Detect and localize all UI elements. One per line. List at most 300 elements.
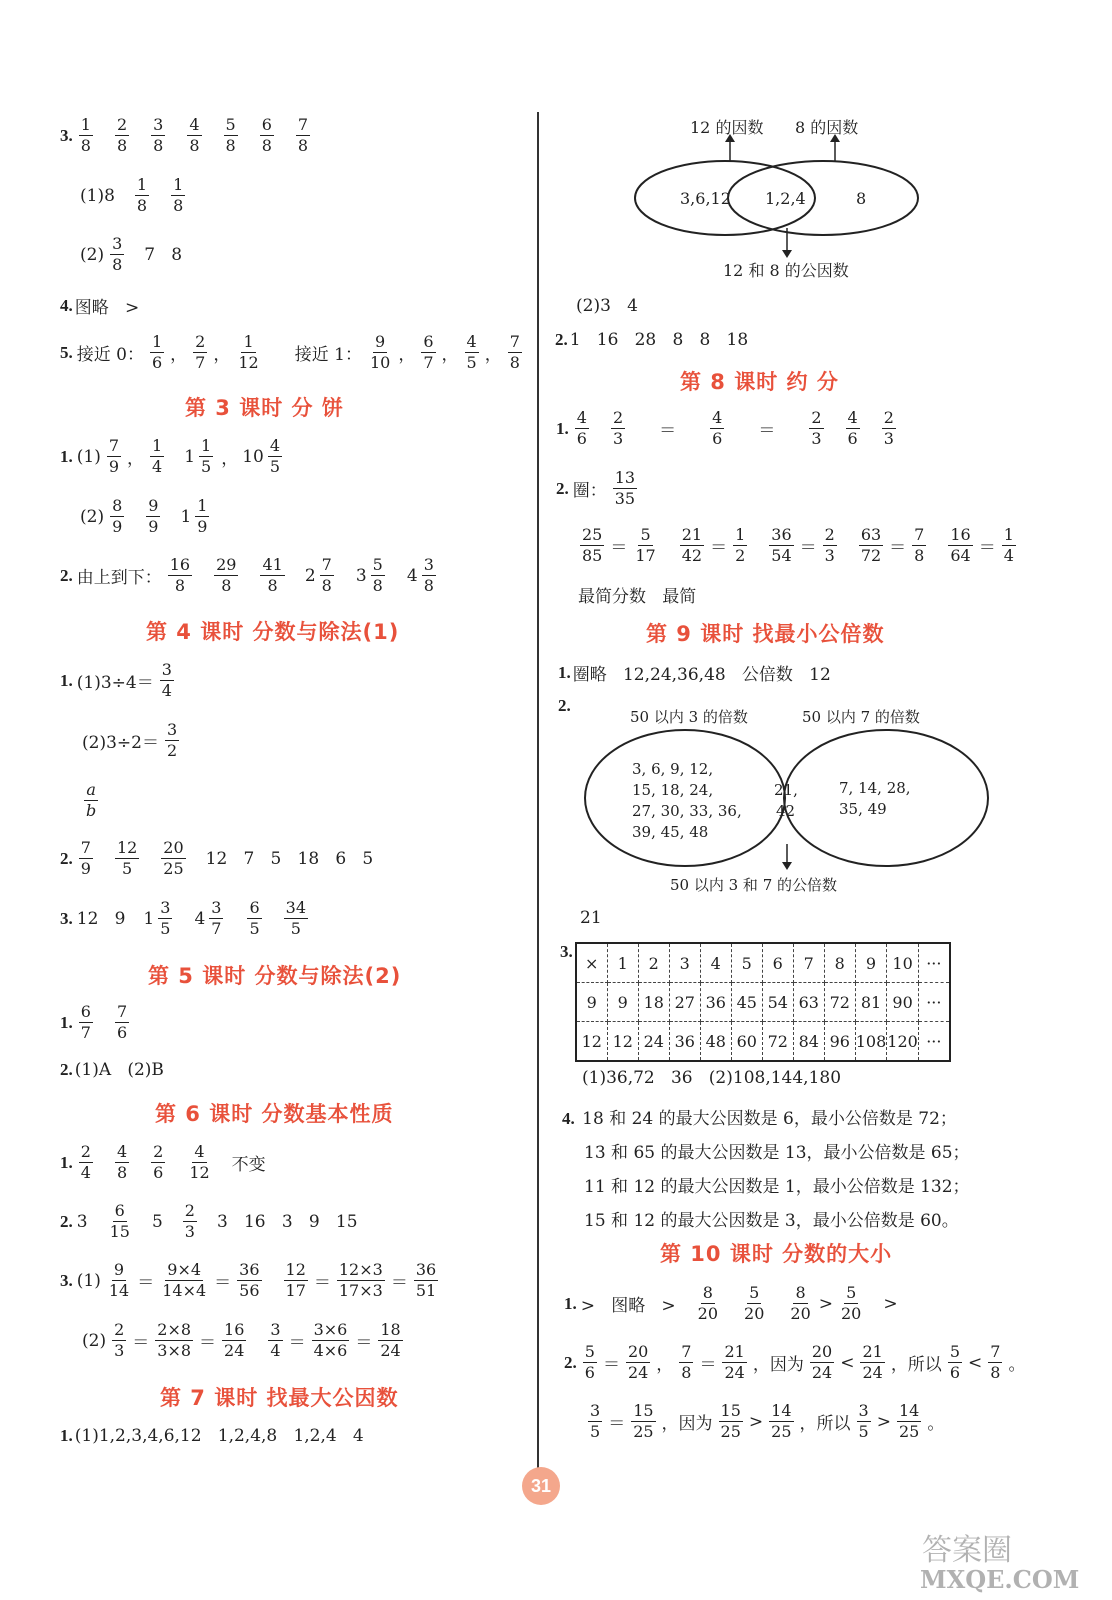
numerator: 1	[201, 436, 212, 455]
numerator: 9	[148, 496, 159, 515]
denominator: 6	[116, 1023, 128, 1042]
fraction	[337, 1260, 385, 1301]
l4-q1-c	[80, 780, 102, 821]
table-cell: 120	[887, 1022, 919, 1062]
denominator: 8	[174, 576, 186, 595]
q4-number: 4.	[60, 295, 73, 315]
venn-diagram-factors	[620, 110, 1112, 290]
denominator: 5	[590, 1422, 601, 1441]
fraction	[810, 1342, 834, 1383]
venn1-left-label: 12 的因数	[690, 118, 764, 137]
q3-fraction	[296, 115, 310, 156]
l5-q2-number: 2.	[60, 1060, 73, 1079]
fraction	[107, 436, 121, 477]
l6-q2	[60, 1201, 360, 1242]
q5-near-zero: 接近 0：	[76, 345, 144, 365]
q5-fraction	[368, 332, 392, 373]
denominator: 6	[847, 429, 858, 448]
venn2-right-line-1: 7, 14, 28,	[839, 779, 911, 797]
numerator: 2	[811, 408, 822, 427]
fraction	[742, 1283, 766, 1324]
r-q1-2	[576, 296, 638, 316]
text: 。	[927, 1414, 945, 1434]
denominator: 7	[195, 353, 206, 372]
denominator: 9	[112, 517, 123, 536]
table-cell: 72	[824, 983, 855, 1022]
q3-fraction	[260, 115, 274, 156]
mixed-number	[242, 436, 286, 477]
denominator: 24	[380, 1341, 401, 1360]
numerator: 15	[720, 1401, 741, 1420]
l3-q1-b	[78, 496, 215, 537]
denominator: 35	[614, 489, 636, 508]
text: >	[818, 1293, 833, 1314]
text: ＝	[608, 1414, 626, 1434]
whole-part: 1	[184, 446, 196, 467]
text: <	[968, 1352, 983, 1373]
numerator: 36	[771, 525, 792, 544]
numerator: 41	[262, 555, 283, 574]
fraction	[680, 525, 704, 566]
l3-q1-a	[60, 436, 288, 477]
q3-row	[60, 115, 328, 156]
numerator: 4	[466, 332, 477, 351]
numerator: a	[86, 780, 96, 799]
l8-q1-number: 1.	[556, 418, 569, 438]
fraction	[710, 408, 724, 449]
fraction	[79, 1142, 93, 1183]
l9-q2-number-row	[558, 696, 573, 716]
text: >	[748, 1411, 764, 1432]
fraction	[107, 1260, 131, 1301]
q5-number: 5.	[60, 342, 73, 362]
denominator: 24	[724, 1363, 745, 1382]
l9-q1	[558, 660, 831, 685]
numerator: 12	[285, 1260, 306, 1279]
fraction	[912, 525, 926, 566]
table-cell: 81	[855, 983, 887, 1022]
numerator: 2×8	[157, 1320, 192, 1339]
text: 12 9	[76, 908, 126, 929]
l9-q1-text: 圈略 12,24,36,48 公倍数 12	[572, 665, 831, 685]
l4-q3	[60, 898, 326, 939]
numerator: 7	[509, 332, 520, 351]
table-cell: 5	[731, 943, 762, 983]
text: (2)	[80, 506, 105, 527]
fraction	[168, 555, 192, 596]
text: ＝	[799, 538, 817, 558]
q4-text: 图略 >	[74, 298, 140, 318]
l6-q1	[60, 1142, 268, 1183]
fraction	[371, 555, 385, 596]
denominator: 12	[189, 1163, 210, 1182]
l3-q1-number: 1.	[60, 446, 73, 466]
l9-q3-number: 3.	[560, 942, 573, 961]
text: (2)3÷2＝	[82, 733, 159, 753]
numerator: 14	[898, 1401, 920, 1420]
l8-q2-tail	[578, 582, 696, 607]
fraction	[160, 1260, 208, 1301]
fraction	[1002, 525, 1016, 566]
fraction	[320, 555, 334, 596]
numerator: 20	[627, 1342, 649, 1361]
l9-q4-number: 4.	[562, 1109, 575, 1128]
l7-q1-number: 1.	[60, 1426, 73, 1445]
denominator: 3×8	[157, 1341, 192, 1360]
lesson-4-heading: 第 4 课时 分数与除法(1)	[146, 620, 400, 644]
table-cell: 8	[824, 943, 855, 983]
text: 5	[151, 1211, 163, 1232]
numerator: 3	[858, 1401, 869, 1420]
denominator: 7	[80, 1023, 91, 1042]
l6-q3-1	[60, 1260, 442, 1301]
denominator: 8	[153, 136, 164, 155]
q3-2-rest: 7 8	[144, 244, 183, 265]
numerator: 2	[883, 408, 894, 427]
fraction	[631, 1401, 655, 1442]
numerator: 9	[375, 332, 386, 351]
fraction	[112, 1320, 126, 1361]
table-cell: 9	[607, 983, 638, 1022]
numerator: 4	[116, 1142, 128, 1161]
venn2-left-label: 50 以内 3 的倍数	[630, 708, 748, 726]
mixed-number	[143, 898, 176, 939]
numerator: 2	[153, 1142, 164, 1161]
venn1-bottom-label: 12 和 8 的公因数	[723, 261, 849, 280]
l8-q2-tail-text: 最简分数 最简	[578, 587, 697, 607]
denominator: 8	[372, 576, 383, 595]
numerator: 14	[771, 1401, 792, 1420]
table-row	[576, 943, 950, 983]
table-cell: 54	[762, 983, 793, 1022]
table-cell: 9	[576, 983, 608, 1022]
denominator: 8	[681, 1363, 692, 1382]
numerator: 16	[169, 555, 191, 574]
denominator: 25	[163, 859, 184, 878]
fraction	[583, 1342, 597, 1383]
q3-fraction	[187, 115, 201, 156]
fraction	[860, 1342, 884, 1383]
numerator: 3	[166, 720, 178, 739]
text: ＝	[288, 1333, 306, 1353]
denominator: 42	[681, 546, 703, 565]
denominator: 17	[635, 546, 656, 565]
q3-fraction	[224, 115, 238, 156]
text: 由上到下：	[76, 568, 162, 588]
denominator: 25	[633, 1422, 654, 1441]
fraction	[79, 1002, 93, 1043]
fraction	[897, 1401, 921, 1442]
l9-q1-number: 1.	[558, 662, 571, 682]
denominator: 20	[744, 1304, 765, 1323]
numerator: 2	[612, 408, 624, 427]
l8-q1	[556, 408, 914, 449]
text: ，	[484, 345, 502, 365]
numerator: 18	[380, 1320, 401, 1339]
l5-q2	[60, 1060, 164, 1080]
numerator: 63	[860, 525, 882, 544]
denominator: 20	[790, 1304, 811, 1323]
fraction	[187, 1142, 211, 1183]
text: ＝	[132, 1333, 150, 1353]
numerator: 2	[116, 115, 128, 134]
q5-row	[60, 332, 526, 373]
fraction	[633, 525, 657, 566]
venn2-right-label: 50 以内 7 的倍数	[802, 708, 920, 726]
denominator: 8	[80, 136, 91, 155]
whole-part: 1	[143, 908, 155, 929]
l6-q1-number: 1.	[60, 1152, 73, 1172]
text: ，因为	[752, 1355, 804, 1375]
fraction	[588, 1401, 602, 1442]
fraction	[839, 1283, 863, 1324]
denominator: 9	[108, 457, 120, 476]
l9-q2-answer	[580, 908, 602, 928]
denominator: 5	[160, 919, 171, 938]
numerator: 4	[189, 115, 200, 134]
fraction	[948, 525, 972, 566]
fraction	[733, 525, 747, 566]
l9-q3	[560, 942, 951, 1062]
text: 不变	[231, 1155, 266, 1175]
numerator: 3	[153, 115, 164, 134]
r-q2	[555, 330, 748, 350]
q3-2-prefix: (2)	[80, 244, 105, 265]
numerator: 7	[321, 555, 332, 574]
l10-q1-number: 1.	[564, 1293, 577, 1313]
denominator: 10	[369, 353, 391, 372]
l10-q2-line-2	[584, 1401, 946, 1442]
denominator: 5	[466, 353, 477, 372]
text: ，	[441, 345, 459, 365]
variable-fraction	[84, 780, 98, 821]
l9-q2-number: 2.	[558, 696, 571, 715]
l9-q4-line-2: 13 和 65 的最大公因数是 13，最小公倍数是 65；	[584, 1143, 970, 1163]
l5-q2-text: (1)A (2)B	[74, 1060, 164, 1080]
fraction	[183, 1201, 197, 1242]
mixed-number	[180, 496, 213, 537]
numerator: 16	[950, 525, 971, 544]
l9-q4-line-1: 18 和 24 的最大公因数是 6，最小公倍数是 72；	[582, 1109, 957, 1129]
l3-q2-number: 2.	[60, 565, 73, 585]
text: ＝	[699, 1355, 717, 1375]
text: ＝	[313, 1273, 331, 1293]
denominator: 5	[249, 919, 260, 938]
numerator: 7	[681, 1342, 692, 1361]
denominator: 3	[114, 1341, 125, 1360]
fraction	[110, 496, 124, 537]
whole-part: 2	[304, 565, 316, 586]
q3-fraction	[115, 115, 129, 156]
numerator: 3	[160, 898, 171, 917]
page-number: 31	[522, 1467, 560, 1505]
fraction	[857, 1401, 871, 1442]
numerator: 20	[163, 838, 184, 857]
fraction	[146, 496, 160, 537]
fraction	[809, 408, 823, 449]
text: 。	[1008, 1355, 1026, 1375]
fraction	[150, 436, 164, 477]
numerator: 6	[423, 332, 434, 351]
text: ＝	[602, 1355, 620, 1375]
numerator: 7	[80, 838, 91, 857]
table-cell: ···	[918, 983, 950, 1022]
numerator: 5	[949, 1342, 960, 1361]
denominator: 64	[950, 546, 971, 565]
q3-fraction	[151, 115, 165, 156]
denominator: 14	[108, 1281, 130, 1300]
denominator: 15	[109, 1222, 130, 1241]
fraction	[237, 1260, 261, 1301]
numerator: 9×4	[167, 1260, 202, 1279]
l9-q4	[562, 1102, 970, 1238]
text: ＝	[214, 1273, 232, 1293]
denominator: 8	[225, 136, 236, 155]
text: ＝	[355, 1333, 373, 1353]
denominator: 8	[509, 353, 520, 372]
numerator: 21	[862, 1342, 883, 1361]
q5-fraction	[193, 332, 207, 373]
denominator: 8	[221, 576, 232, 595]
venn1-right-values: 8	[856, 189, 867, 208]
numerator: 36	[239, 1260, 260, 1279]
fraction	[268, 436, 282, 477]
table-cell: 96	[824, 1022, 855, 1062]
text: ，	[398, 345, 416, 365]
l9-q3-answer-text: (1)36,72 36 (2)108,144,180	[582, 1068, 842, 1088]
text: ＝	[758, 421, 776, 441]
denominator: b	[86, 801, 97, 820]
fraction	[160, 660, 174, 701]
numerator: 34	[285, 898, 306, 917]
denominator: 4	[1003, 546, 1014, 565]
fraction	[161, 838, 185, 879]
l7-q1-text: (1)1,2,3,4,6,12 1,2,4,8 1,2,4 4	[74, 1426, 364, 1446]
denominator: 9	[148, 517, 159, 536]
text: ＝	[659, 421, 677, 441]
denominator: 7	[211, 919, 222, 938]
table-cell: 1	[607, 943, 638, 983]
q3-1-row	[78, 175, 203, 216]
denominator: 4	[80, 1163, 91, 1182]
denominator: 12	[238, 353, 259, 372]
fraction	[165, 720, 179, 761]
table-cell: ···	[918, 943, 950, 983]
numerator: 6	[80, 1002, 91, 1021]
text: (1)	[76, 1270, 101, 1291]
table-cell: 6	[762, 943, 793, 983]
whole-part: 3	[355, 565, 367, 586]
numerator: 8	[112, 496, 123, 515]
denominator: 51	[415, 1281, 437, 1300]
q3-1-fraction	[135, 175, 149, 216]
numerator: 1	[243, 332, 254, 351]
text: >	[876, 1411, 891, 1432]
denominator: 24	[811, 1363, 833, 1382]
text: ＝	[137, 1273, 155, 1293]
numerator: 21	[681, 525, 703, 544]
denominator: 20	[841, 1304, 862, 1323]
numerator: 3×6	[313, 1320, 348, 1339]
table-row	[576, 1022, 950, 1062]
fraction	[155, 1320, 193, 1361]
venn1-right-label: 8 的因数	[795, 118, 859, 137]
fraction	[613, 468, 637, 509]
text: >	[883, 1293, 898, 1314]
lesson-7-heading: 第 7 课时 找最大公因数	[160, 1386, 399, 1410]
numerator: 5	[584, 1342, 595, 1361]
denominator: 5	[269, 457, 281, 476]
fraction	[79, 838, 93, 879]
lesson-5-heading: 第 5 课时 分数与除法(2)	[148, 964, 402, 988]
whole-part: 10	[242, 446, 264, 467]
fraction	[414, 1260, 438, 1301]
table-cell: 9	[855, 943, 887, 983]
numerator: 16	[224, 1320, 245, 1339]
l6-q3-2	[80, 1320, 407, 1361]
denominator: 5	[858, 1422, 869, 1441]
q5-fraction	[150, 332, 164, 373]
fraction	[115, 1142, 129, 1183]
q3-fraction	[79, 115, 93, 156]
fraction	[312, 1320, 350, 1361]
fraction	[846, 408, 860, 449]
numerator: 4	[194, 1142, 205, 1161]
table-cell: 63	[793, 983, 824, 1022]
numerator: 9	[113, 1260, 125, 1279]
table-cell: 36	[669, 1022, 700, 1062]
text: 3	[76, 1211, 88, 1232]
fraction	[214, 555, 238, 596]
numerator: 2	[80, 1142, 91, 1161]
numerator: 1	[136, 175, 148, 194]
denominator: 8	[116, 1163, 128, 1182]
numerator: 1	[197, 496, 208, 515]
fraction	[722, 1342, 746, 1383]
denominator: 4	[152, 457, 163, 476]
denominator: 3	[883, 429, 894, 448]
venn1-left-values: 3,6,12	[680, 189, 731, 208]
text: ，	[170, 345, 188, 365]
denominator: 25	[771, 1422, 792, 1441]
l9-q3-answer	[582, 1068, 841, 1088]
denominator: 8	[136, 196, 148, 215]
denominator: 9	[80, 859, 91, 878]
venn2-right-line-2: 35, 49	[839, 800, 887, 818]
multiplication-table	[575, 942, 951, 1062]
denominator: 8	[116, 136, 128, 155]
fraction	[222, 1320, 246, 1361]
numerator: 2	[184, 1201, 195, 1220]
text: > 图略 >	[580, 1296, 676, 1316]
text: ，所以	[890, 1355, 942, 1375]
numerator: 4	[576, 408, 587, 427]
l5-q1-number: 1.	[60, 1012, 73, 1032]
numerator: 2	[114, 1320, 125, 1339]
fraction	[260, 555, 284, 596]
text: <	[840, 1352, 855, 1373]
fraction	[611, 408, 625, 449]
denominator: 8	[914, 546, 925, 565]
text: (2)	[82, 1330, 107, 1351]
fraction	[195, 496, 209, 537]
q5-fraction	[421, 332, 435, 373]
r-q2-text: 1 16 28 8 8 18	[569, 330, 749, 350]
table-cell: 10	[887, 943, 919, 983]
numerator: 7	[108, 436, 120, 455]
venn2-bottom-arrowhead	[782, 862, 792, 870]
watermark-bottom: MXQE.COM	[920, 1565, 1080, 1594]
